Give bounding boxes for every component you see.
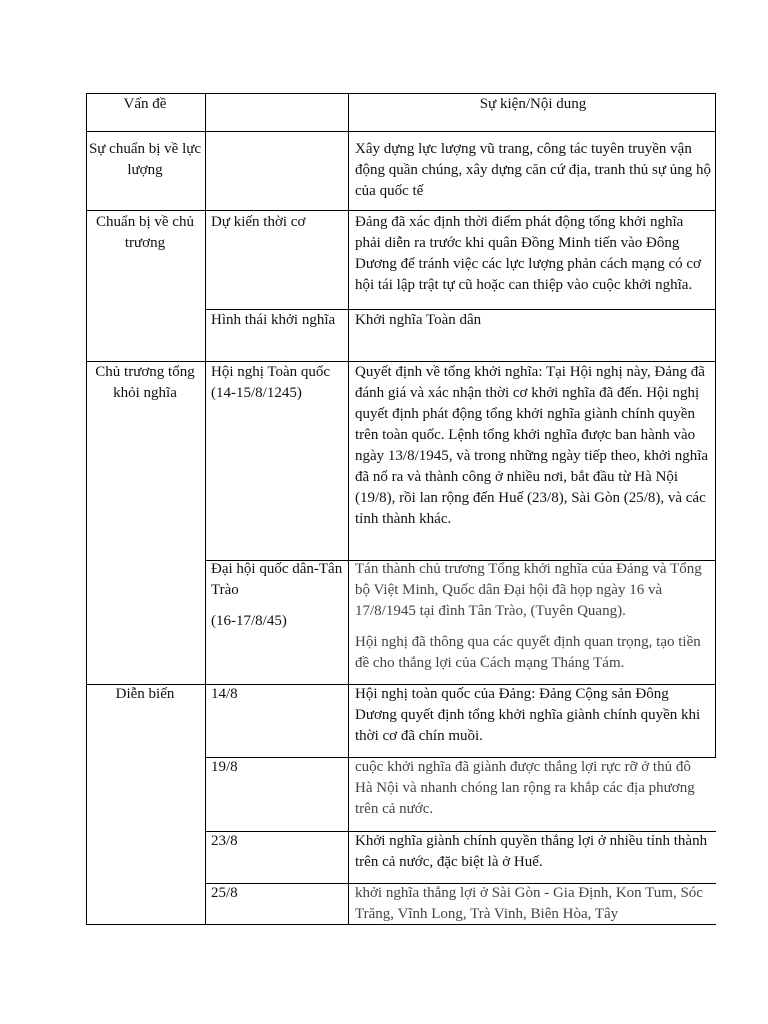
row-content-date-14-8: Hội nghị toàn quốc của Đảng: Đảng Cộng sản Đông Dương quyết định tổng khởi nghĩa giành chính quyền khi thời cơ đã chín muồi. [355,686,701,744]
column-divider-2 [348,93,349,925]
row-issue-force-preparation: Sự chuẩn bị về lực lượng [88,141,202,178]
row-content-national-conference: Quyết định về tổng khởi nghĩa: Tại Hội nghị này, Đảng đã đánh giá và xác nhận thời cơ khởi nghĩa đã đến. Hội nghị quyết định phát động tổng khởi nghĩa giành chính quyền trên toàn quốc. Lệnh tổng khởi nghĩa được ban hành vào ngày 13/8/1945, và trong những ngày tiếp theo, khởi nghĩa đã nổ ra và thành công ở nhiều nơi, bắt đầu từ Hà Nội (19/8), rồi lan rộng đến Huế (23/8), Sài Gòn (25/8), và các tỉnh thành khác. [355,364,709,527]
header-cell-issue: Vấn đề [123,96,167,112]
row-content-force-preparation: Xây dựng lực lượng vũ trang, công tác tuyên truyền vận động quần chúng, xây dựng căn cứ địa, tranh thủ sự ủng hộ của quốc tế [355,141,711,199]
row-issue-policy-preparation: Chuẩn bị về chủ trương [96,214,194,251]
row-sub-date-23-8: 23/8 [211,833,238,849]
row-sub-date-25-8: 25/8 [211,885,238,901]
row-content-date-25-8: khởi nghĩa thắng lợi ở Sài Gòn - Gia Định, Kon Tum, Sóc Trăng, Vĩnh Long, Trà Vinh, Biên Hòa, Tây [355,885,703,922]
table-border-right [715,93,716,758]
row-line [86,210,716,211]
row-sub-tan-trao-dates: (16-17/8/45) [211,613,287,629]
row-line [86,131,716,132]
column-divider-1 [205,93,206,925]
row-sub-tan-trao-title: Đại hội quốc dân-Tân Trào [211,561,343,598]
row-content-date-23-8: Khởi nghĩa giành chính quyền thắng lợi ở nhiều tỉnh thành trên cả nước, đặc biệt là ở Huế. [355,833,708,870]
row-content-date-19-8: cuộc khởi nghĩa đã giành được thắng lợi rực rỡ ở thủ đô Hà Nội và nhanh chóng lan rộng ra khắp các địa phương trên cả nước. [355,759,695,817]
row-sub-national-conference: Hội nghị Toàn quốc (14-15/8/1245) [211,364,331,401]
header-cell-event: Sự kiện/Nội dung [479,96,587,112]
row-content-tan-trao-congress [355,559,711,674]
row-content-tan-trao-para2: Hội nghị đã thông qua các quyết định quan trọng, tạo tiền đề cho thắng lợi của Cách mạng Tháng Tám. [355,634,701,671]
row-sub-date-14-8: 14/8 [211,686,238,702]
row-sub-tan-trao-congress [211,559,345,632]
row-sub-date-19-8: 19/8 [211,759,238,775]
row-content-expected-timing: Đảng đã xác định thời điểm phát động tổng khởi nghĩa phải diễn ra trước khi quân Đồng Minh tiến vào Đông Dương để tránh việc các lực lượng phản cách mạng có cơ hội tái lập trật tự cũ hoặc can thiệp vào cuộc khởi nghĩa. [355,214,701,293]
row-content-uprising-form: Khởi nghĩa Toàn dân [355,312,482,328]
row-content-tan-trao-para1: Tán thành chủ trương Tổng khởi nghĩa của Đảng và Tổng bộ Việt Minh, Quốc dân Đại hội đã họp ngày 16 và 17/8/1945 tại đình Tân Trào, (Tuyên Quang). [355,561,702,619]
row-sub-expected-timing: Dự kiến thời cơ [211,214,306,230]
row-issue-developments: Diễn biến [115,686,175,702]
row-sub-uprising-form: Hình thái khởi nghĩa [211,312,336,328]
row-issue-general-uprising-policy: Chủ trương tổng khỏi nghĩa [95,364,195,401]
